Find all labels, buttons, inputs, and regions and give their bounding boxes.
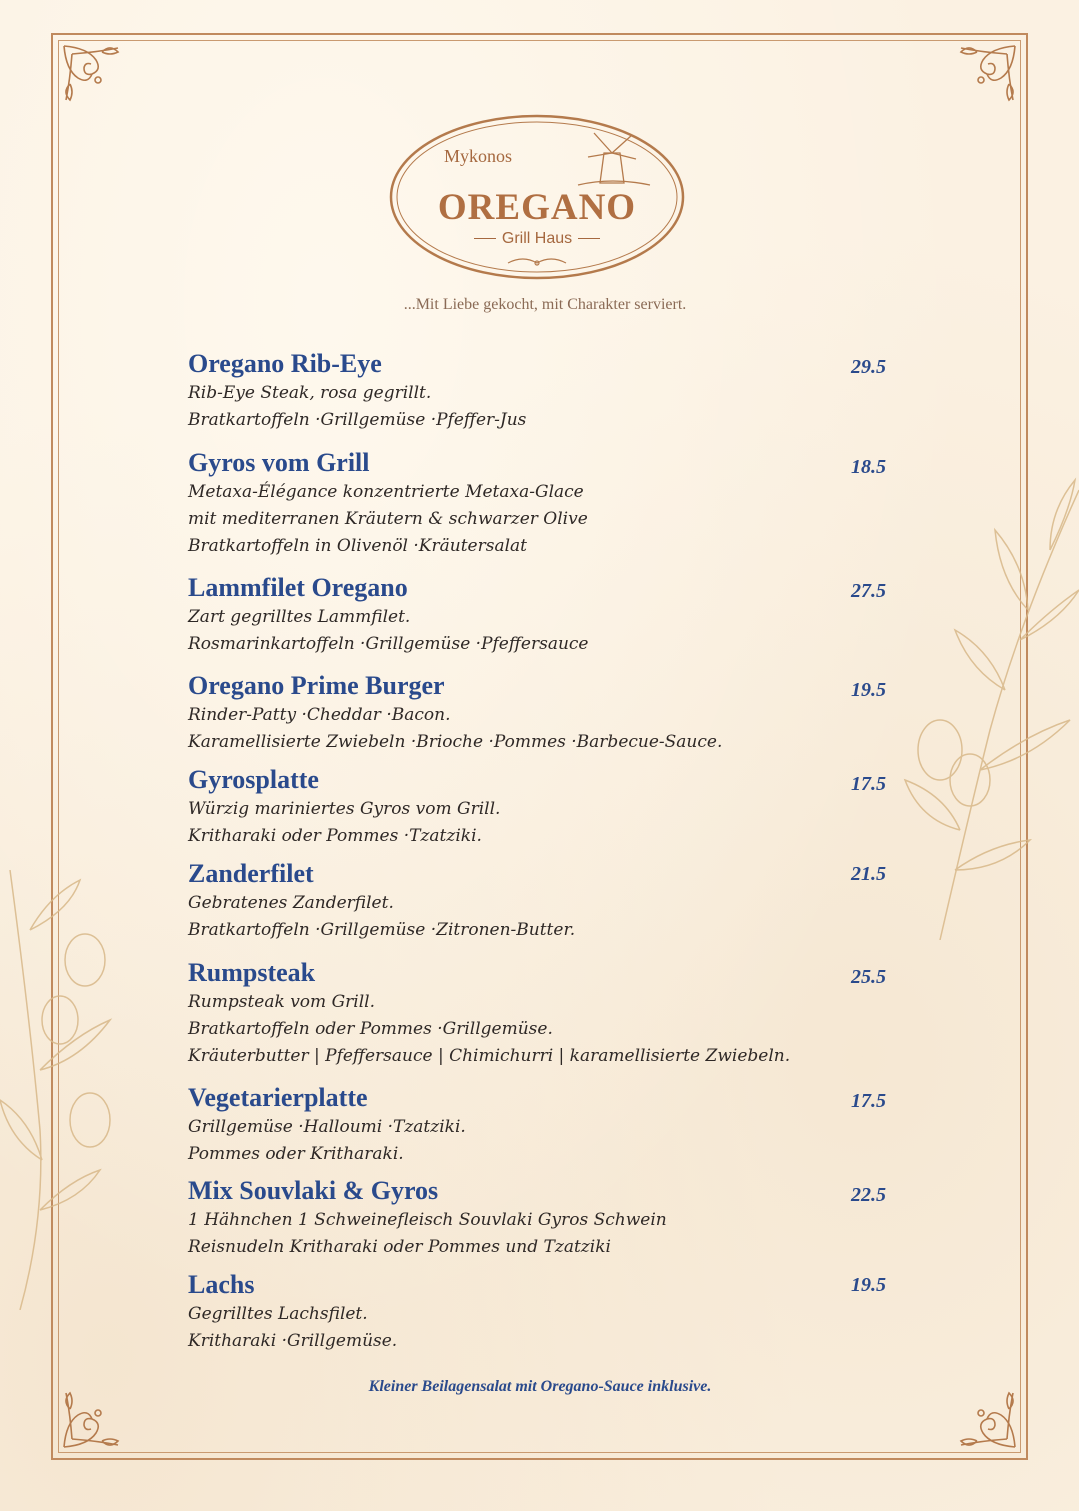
menu-item-name: Vegetarierplatte: [188, 1083, 368, 1112]
menu-item-name: Gyros vom Grill: [188, 448, 370, 477]
menu-item-price: 19.5: [851, 679, 886, 701]
menu-item-description: Metaxa-Élégance konzentrierte Metaxa-Glace: [188, 482, 584, 502]
tagline: ...Mit Liebe gekocht, mit Charakter serviert.: [403, 296, 687, 313]
menu-item-name: Lachs: [188, 1270, 255, 1299]
menu-item-description: Grillgemüse ·Halloumi ·Tzatziki.: [188, 1117, 466, 1137]
ornament-flourish-icon: [508, 259, 566, 265]
corner-ornament-icon: [949, 40, 1021, 112]
menu-item-description: Bratkartoffeln ·Grillgemüse ·Zitronen-Butter.: [188, 920, 576, 940]
menu-item-description: Bratkartoffeln in Olivenöl ·Kräutersalat: [188, 536, 527, 556]
menu-item-description: Gebratenes Zanderfilet.: [188, 893, 394, 913]
menu-item: [188, 958, 888, 1069]
menu-item: [188, 573, 888, 657]
menu-item-description: Pommes oder Kritharaki.: [188, 1144, 404, 1164]
menu-item-description: Bratkartoffeln ·Grillgemüse ·Pfeffer-Jus: [188, 410, 527, 430]
menu-item-name: Mix Souvlaki & Gyros: [188, 1176, 439, 1205]
menu-item: [188, 1083, 888, 1167]
menu-item-description: Karamellisierte Zwiebeln ·Brioche ·Pommes ·Barbecue-Sauce.: [188, 732, 723, 752]
olive-branch-right-icon: [900, 470, 1079, 940]
logo-title: OREGANO: [437, 187, 637, 228]
logo-location-text: Mykonos: [444, 146, 513, 166]
menu-item-description: Kräuterbutter | Pfeffersauce | Chimichurri | karamellisierte Zwiebeln.: [188, 1046, 791, 1066]
menu-item-description: Kritharaki oder Pommes ·Tzatziki.: [188, 826, 482, 846]
menu-item-description: Rosmarinkartoffeln ·Grillgemüse ·Pfeffersauce: [188, 634, 589, 654]
menu-item-description: Würzig mariniertes Gyros vom Grill.: [188, 799, 501, 819]
menu-item: [188, 671, 888, 755]
menu-item-description: Rinder-Patty ·Cheddar ·Bacon.: [188, 705, 451, 725]
corner-ornament-icon: [58, 40, 130, 112]
menu-item-description: Rumpsteak vom Grill.: [188, 992, 375, 1012]
menu-item-description: Zart gegrilltes Lammfilet.: [188, 607, 411, 627]
menu-item-name: Oregano Rib-Eye: [188, 349, 382, 378]
menu-item-description: Reisnudeln Kritharaki oder Pommes und Tzatziki: [188, 1237, 611, 1257]
menu-item-price: 21.5: [851, 863, 886, 885]
menu-item-price: 22.5: [851, 1184, 886, 1206]
menu-item-price: 25.5: [851, 966, 886, 988]
menu-item-price: 29.5: [851, 356, 886, 378]
menu-item-price: 17.5: [851, 773, 886, 795]
menu-item-name: Oregano Prime Burger: [188, 671, 445, 700]
menu-item-description: Gegrilltes Lachsfilet.: [188, 1304, 368, 1324]
menu-item: [188, 448, 888, 559]
menu-item-description: 1 Hähnchen 1 Schweinefleisch Souvlaki Gyros Schwein: [188, 1210, 667, 1230]
windmill-icon: [578, 133, 650, 185]
menu-item-price: 17.5: [851, 1090, 886, 1112]
menu-item-price: 19.5: [851, 1274, 886, 1296]
footer-note: Kleiner Beilagensalat mit Oregano-Sauce inklusive.: [368, 1378, 712, 1395]
menu-item-name: Zanderfilet: [188, 859, 314, 888]
logo-subtitle-text: Grill Haus: [501, 230, 573, 247]
menu-item-name: Rumpsteak: [188, 958, 316, 987]
menu-item-description: Bratkartoffeln oder Pommes ·Grillgemüse.: [188, 1019, 553, 1039]
menu-item-name: Lammfilet Oregano: [188, 573, 408, 602]
menu-item: [188, 1270, 888, 1354]
menu-item: [188, 765, 888, 849]
menu-item-price: 27.5: [851, 580, 886, 602]
menu-item-description: Kritharaki ·Grillgemüse.: [188, 1331, 398, 1351]
menu-item: [188, 349, 888, 433]
logo-subtitle: [388, 230, 686, 248]
menu-item-price: 18.5: [851, 456, 886, 478]
menu-item: [188, 1176, 888, 1260]
olive-branch-left-icon: [0, 870, 140, 1310]
menu-item: [188, 859, 888, 943]
menu-item-name: Gyrosplatte: [188, 765, 319, 794]
corner-ornament-icon: [949, 1381, 1021, 1453]
menu-item-description: Rib-Eye Steak, rosa gegrillt.: [188, 383, 432, 403]
menu-item-description: mit mediterranen Kräutern & schwarzer Olive: [188, 509, 588, 529]
corner-ornament-icon: [58, 1381, 130, 1453]
